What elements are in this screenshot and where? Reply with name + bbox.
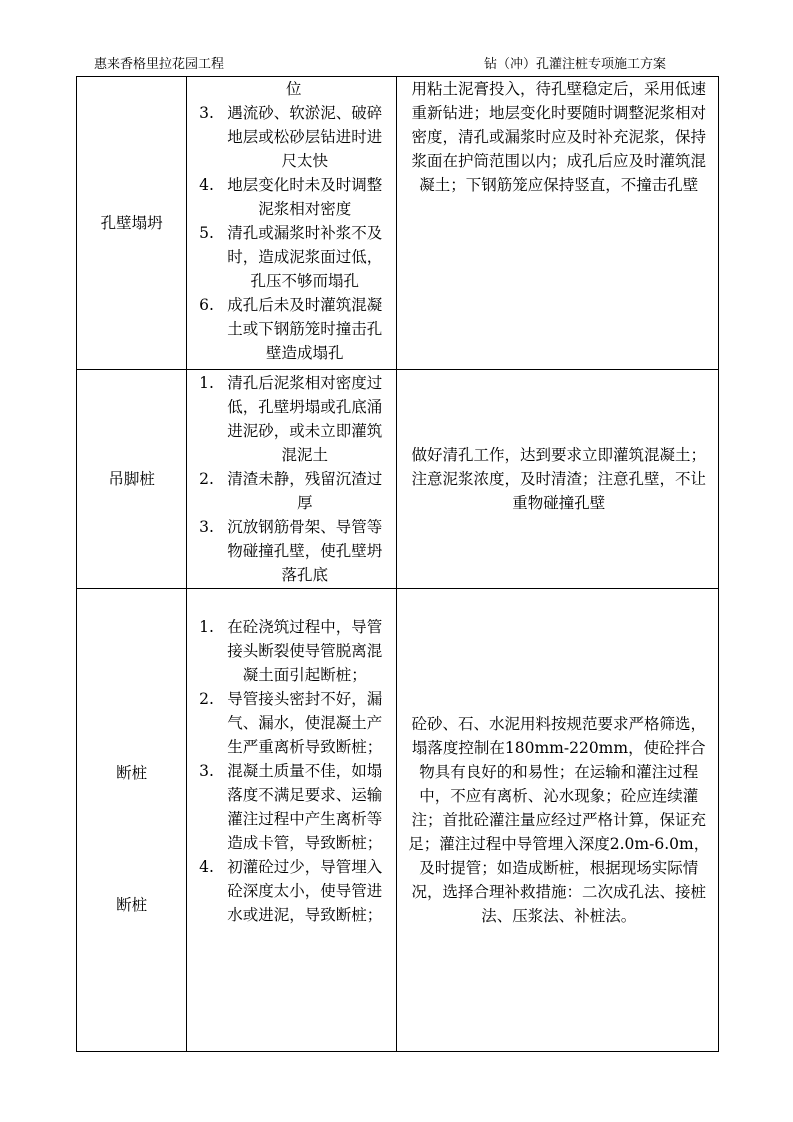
cause-number: 3. [199,518,214,536]
list-item [199,467,388,515]
measure-text: 用粘土泥膏投入，待孔壁稳定后，采用低速重新钻进；地层变化时要随时调整泥浆相对密度，清孔或漏浆时应及时补充泥浆，保持浆面在护筒范围以内；成孔后应及时灌筑混凝土；下钢筋笼应保持竖直，不撞击孔壁 [411,80,706,194]
defect-name: 吊脚桩 [108,470,155,488]
cause-number: 6. [199,296,214,314]
cause-text: 成孔后未及时灌筑混凝土或下钢筋笼时撞击孔壁造成塌孔 [227,296,383,362]
cause-number: 5. [199,224,214,242]
cause-text: 导管接头密封不好，漏气、漏水，使混凝土产生严重离析导致断桩； [227,690,383,756]
cause-number: 3. [199,762,214,780]
cause-text: 遇流砂、软淤泥、破碎地层或松砂层钻进时进尺太快 [227,104,383,170]
table-row [77,589,719,1052]
measure-cell [397,589,719,1052]
cause-cell [187,370,397,589]
measure-text: 做好清孔工作，达到要求立即灌筑混凝土；注意泥浆浓度，及时清渣；注意孔壁，不让重物碰撞孔壁 [411,446,706,512]
defect-name: 孔壁塌坍 [100,214,163,232]
list-item [199,759,388,855]
list-item [199,515,388,587]
list-item [199,293,388,365]
cause-list [187,615,396,927]
cause-list [187,101,396,365]
cause-number: 2. [199,470,214,488]
cause-cell [187,77,397,370]
cause-text: 沉放钢筋骨架、导管等物碰撞孔壁，使孔壁坍落孔底 [227,518,383,584]
measure-cell [397,77,719,370]
list-item [199,371,388,467]
cause-text: 清孔后泥浆相对密度过低，孔壁坍塌或孔底涌进泥砂，或未立即灌筑混泥土 [227,374,383,464]
list-item [199,615,388,687]
cause-list [187,371,396,587]
cause-number: 2. [199,690,214,708]
table-row [77,370,719,589]
cause-cell [187,589,397,1052]
defect-name-repeat: 断桩 [116,896,148,914]
list-item [199,173,388,221]
defect-name-cell [77,77,187,370]
defect-name-stack [77,589,186,1051]
measure-text: 砼砂、石、水泥用料按规范要求严格筛选，塌落度控制在180mm-220mm，使砼拌合物具有良好的和易性；在运输和灌注过程中，不应有离析、沁水现象；砼应连续灌注；首批砼灌注量应经过严格计算，保证充足；灌注过程中导管埋入深度2.0m-6.0m，及时提管；如造成断桩，根据现场实际情况，选择合理补救措施：二次成孔法、接桩法、压浆法、补桩法。 [408,715,710,925]
cause-number: 4. [199,176,214,194]
header-document-title: 钻（冲）孔灌注桩专项施工方案 [484,57,667,72]
cause-text: 清渣未静，残留沉渣过厚 [227,470,383,512]
list-item [199,101,388,173]
measure-cell [397,370,719,589]
defect-name-cell [77,370,187,589]
cause-text: 在砼浇筑过程中，导管接头断裂使导管脱离混凝土面引起断桩； [227,618,383,684]
table-row [77,77,719,370]
cause-number: 1. [199,374,214,392]
cause-text: 清孔或漏浆时补浆不及时，造成泥浆面过低，孔压不够而塌孔 [227,224,383,290]
cause-number: 1. [199,618,214,636]
list-item [199,855,388,927]
cause-number: 4. [199,858,214,876]
list-item [199,221,388,293]
cause-number: 3. [199,104,214,122]
header-project-name: 惠来香格里拉花园工程 [94,57,225,72]
cause-continuation: 位 [286,80,302,98]
defect-name: 断桩 [116,764,148,782]
cause-text: 地层变化时未及时调整泥浆相对密度 [227,176,383,218]
list-item [199,687,388,759]
cause-text: 初灌砼过少，导管埋入砼深度太小，使导管进水或进泥，导致断桩； [227,858,383,924]
cause-text: 混凝土质量不佳，如塌落度不满足要求、运输灌注过程中产生离析等造成卡管，导致断桩； [227,762,383,852]
defect-name-cell [77,589,187,1052]
defect-table [76,76,719,1052]
